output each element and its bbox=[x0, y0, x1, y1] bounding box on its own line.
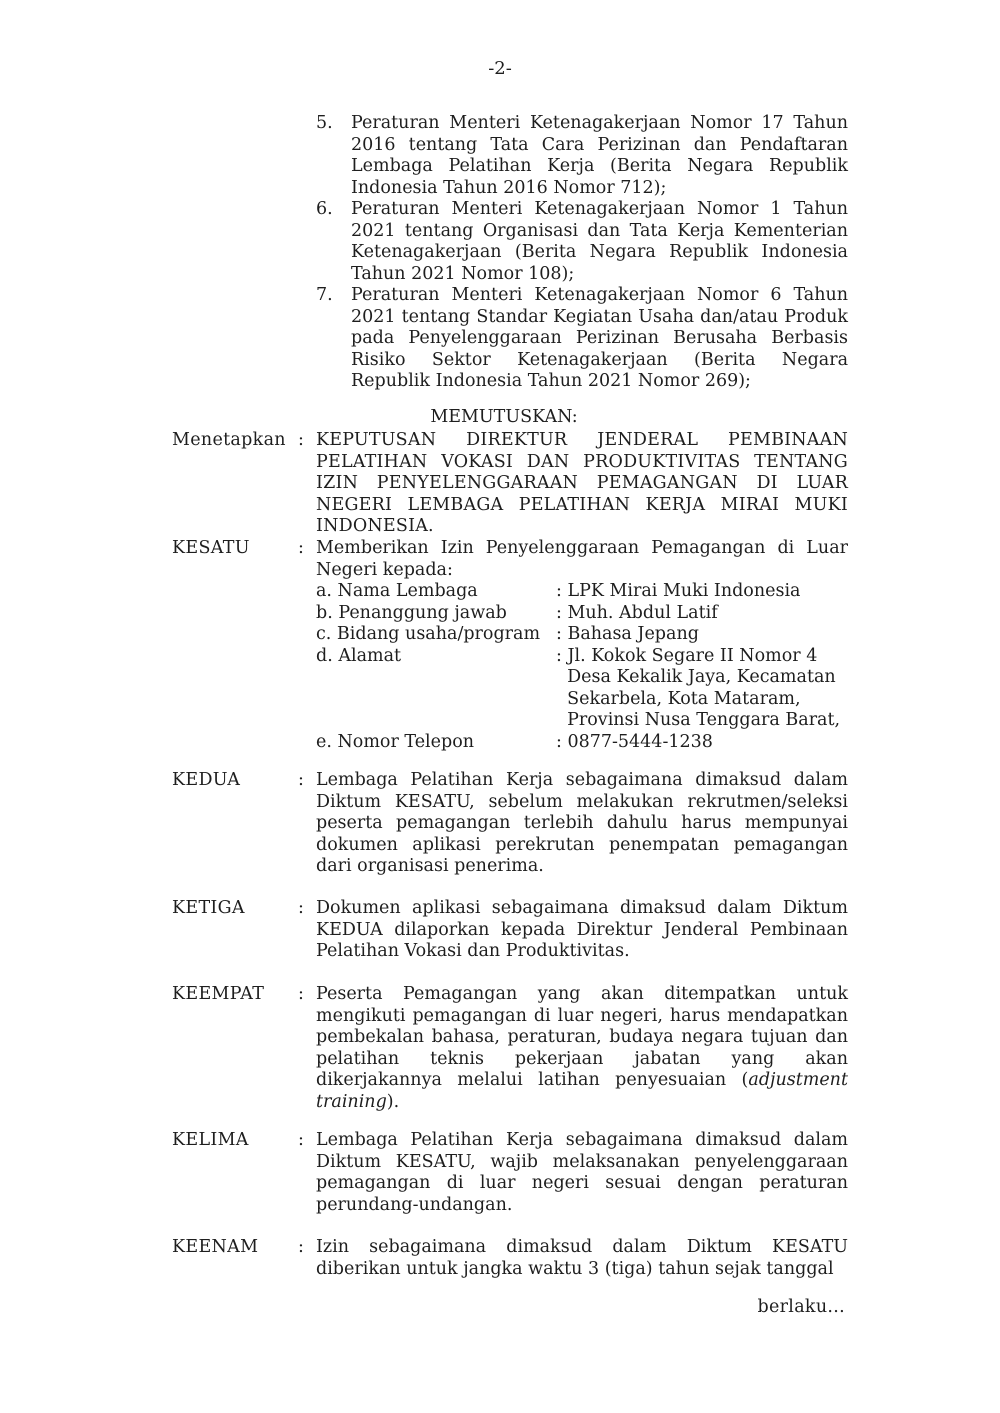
kesatu-body bbox=[316, 538, 848, 753]
ketiga-label: KETIGA bbox=[172, 898, 245, 918]
kedua-text: Lembaga Pelatihan Kerja sebagaimana dimaksud dalam Diktum KESATU, sebelum melakukan rekrutmen/seleksi peserta pemagangan terlebih dahulu harus mempunyai dokumen aplikasi perekrutan penempatan pemagangan dari organisasi penerima. bbox=[316, 770, 848, 876]
menetapkan-colon: : bbox=[298, 430, 304, 450]
ketiga-row bbox=[172, 898, 848, 963]
detail-label: d. Alamat bbox=[316, 645, 402, 666]
keempat-body bbox=[316, 984, 848, 1113]
keempat-text: Peserta Pemagangan yang akan ditempatkan untuk mengikuti pemagangan di luar negeri, harus mendapatkan pembekalan bahasa, peraturan, budaya negara tujuan dan pelatihan teknis pekerjaan jabatan yang akan dikerjakannya melalui latihan penyesuaian ( bbox=[316, 984, 848, 1090]
keempat-label: KEEMPAT bbox=[172, 984, 265, 1004]
reference-number: 6. bbox=[316, 199, 333, 219]
menetapkan-label: Menetapkan bbox=[172, 430, 286, 450]
detail-label: e. Nomor Telepon bbox=[316, 731, 475, 752]
keenam-text: Izin sebagaimana dimaksud dalam Diktum KESATU diberikan untuk jangka waktu 3 (tiga) tahun sejak tanggal bbox=[316, 1237, 848, 1279]
kelima-row bbox=[172, 1130, 848, 1216]
detail-label: c. Bidang usaha/program bbox=[316, 624, 541, 644]
kedua-label: KEDUA bbox=[172, 770, 241, 790]
detail-value: : Muh. Abdul Latif bbox=[556, 602, 718, 623]
keenam-colon: : bbox=[298, 1237, 304, 1257]
kesatu-colon: : bbox=[298, 538, 304, 558]
detail-value: : Jl. Kokok Segare II Nomor 4 bbox=[556, 645, 818, 666]
keenam-row bbox=[172, 1237, 848, 1280]
menetapkan-text: KEPUTUSAN DIREKTUR JENDERAL PEMBINAAN PELATIHAN VOKASI DAN PRODUKTIVITAS TENTANG IZIN PENYELENGGARAAN PEMAGANGAN DI LUAR NEGERI LEMBAGA PELATIHAN KERJA MIRAI MUKI INDONESIA. bbox=[316, 430, 848, 536]
reference-list bbox=[316, 113, 848, 393]
reference-number: 7. bbox=[316, 285, 333, 305]
keempat-row bbox=[172, 984, 848, 1113]
detail-value: : Bahasa Jepang bbox=[556, 624, 699, 644]
decision-heading: MEMUTUSKAN: bbox=[430, 407, 578, 427]
reference-item bbox=[316, 199, 848, 285]
kedua-row bbox=[172, 770, 848, 878]
reference-item bbox=[316, 113, 848, 199]
kesatu-intro: Memberikan Izin Penyelenggaraan Pemagangan di Luar Negeri kepada: bbox=[316, 538, 848, 580]
kelima-label: KELIMA bbox=[172, 1130, 249, 1150]
reference-text: Peraturan Menteri Ketenagakerjaan Nomor 1 Tahun 2021 tentang Organisasi dan Tata Kerja Kementerian Ketenagakerjaan (Berita Negara Republik Indonesia Tahun 2021 Nomor 108); bbox=[351, 199, 848, 284]
ketiga-colon: : bbox=[298, 898, 304, 918]
kesatu-row bbox=[172, 538, 848, 753]
institution-details bbox=[316, 581, 848, 753]
detail-value: Desa Kekalik Jaya, Kecamatan bbox=[556, 667, 836, 687]
ketiga-text: Dokumen aplikasi sebagaimana dimaksud dalam Diktum KEDUA dilaporkan kepada Direktur Jenderal Pembinaan Pelatihan Vokasi dan Produktivitas. bbox=[316, 898, 848, 961]
detail-label: a. Nama Lembaga bbox=[316, 581, 478, 601]
reference-number: 5. bbox=[316, 113, 333, 133]
page-number: -2- bbox=[488, 58, 512, 79]
detail-label: b. Penanggung jawab bbox=[316, 602, 507, 623]
detail-value: Provinsi Nusa Tenggara Barat, bbox=[556, 710, 841, 730]
kelima-text: Lembaga Pelatihan Kerja sebagaimana dimaksud dalam Diktum KESATU, wajib melaksanakan penyelenggaraan pemagangan di luar negeri sesuai dengan peraturan perundang-undangan. bbox=[316, 1130, 848, 1215]
detail-label bbox=[316, 667, 556, 689]
detail-label bbox=[316, 710, 556, 732]
keenam-label: KEENAM bbox=[172, 1237, 259, 1257]
kedua-colon: : bbox=[298, 770, 304, 790]
continuation-note: berlaku... bbox=[757, 1297, 845, 1317]
keempat-end: ). bbox=[386, 1091, 400, 1112]
reference-text: Peraturan Menteri Ketenagakerjaan Nomor 6 Tahun 2021 tentang Standar Kegiatan Usaha dan/atau Produk pada Penyelenggaraan Perizinan Berusaha Berbasis Risiko Sektor Ketenagakerjaan (Berita Negara Republik Indonesia Tahun 2021 Nomor 269); bbox=[351, 285, 848, 391]
detail-value: : 0877-5444-1238 bbox=[556, 731, 713, 752]
kelima-colon: : bbox=[298, 1130, 304, 1150]
keempat-italic-term: adjustment training bbox=[316, 1070, 848, 1112]
menetapkan-row bbox=[172, 430, 848, 538]
keempat-colon: : bbox=[298, 984, 304, 1004]
kesatu-label: KESATU bbox=[172, 538, 250, 558]
reference-item bbox=[316, 285, 848, 393]
detail-label bbox=[316, 689, 556, 711]
reference-text: Peraturan Menteri Ketenagakerjaan Nomor 17 Tahun 2016 tentang Tata Cara Perizinan dan Pendaftaran Lembaga Pelatihan Kerja (Berita Negara Republik Indonesia Tahun 2016 Nomor 712); bbox=[351, 113, 848, 198]
detail-value: Sekarbela, Kota Mataram, bbox=[556, 688, 801, 709]
detail-value: : LPK Mirai Muki Indonesia bbox=[556, 581, 801, 601]
